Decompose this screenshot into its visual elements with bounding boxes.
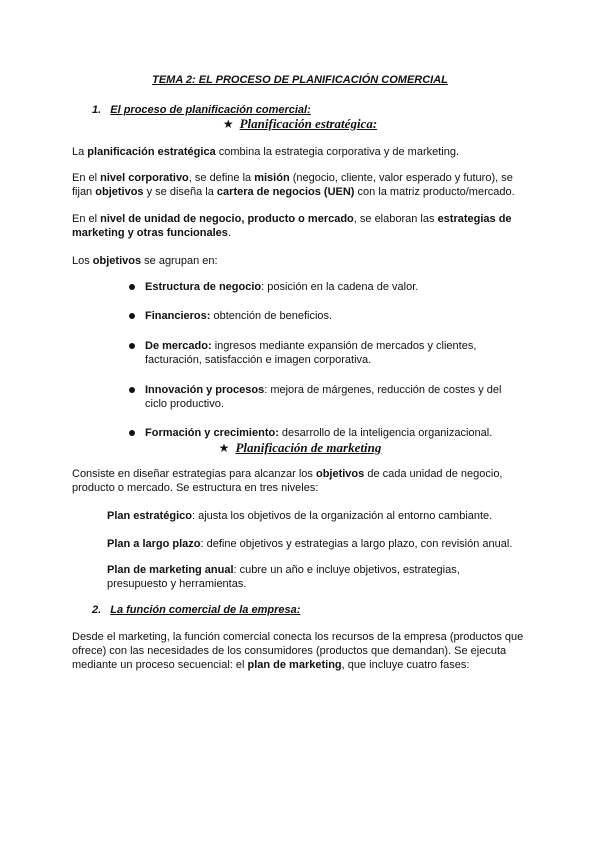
text: : ajusta los objetivos de la organización al entorno cambiante. [191, 510, 493, 522]
subheading-strategic [0, 117, 600, 132]
bold-text: Plan a largo plazo [107, 538, 201, 550]
bold-text: planificación estratégica [87, 146, 216, 158]
document-title: TEMA 2: EL PROCESO DE PLANIFICACIÓN COMERCIAL [152, 74, 448, 86]
bold-text: Innovación y procesos [145, 384, 265, 396]
text: y se diseña la [143, 186, 217, 198]
text: Consiste en diseñar estrategias para alcanzar los [72, 468, 316, 480]
subheading-strategic-label: Planificación estratégica: [239, 116, 378, 131]
text: , se elaboran las [353, 213, 438, 225]
text: (negocio, cliente, valor esperado y futuro), se fijan [72, 172, 513, 198]
text: : posición en la cadena de valor. [261, 281, 419, 293]
bullet-item-financial [145, 309, 525, 323]
paragraph-corporate-level [72, 171, 532, 199]
bullet-icon [129, 284, 135, 290]
paragraph-commercial-function [72, 630, 534, 672]
text: , que incluye cuatro fases: [341, 659, 470, 671]
text: . [227, 227, 231, 239]
bullet-icon [129, 343, 135, 349]
bold-text: cartera de negocios (UEN) [216, 186, 355, 198]
text: En el [72, 213, 101, 225]
bold-text: Plan estratégico [107, 510, 192, 522]
bold-text: objetivos [92, 255, 142, 267]
bold-text: Plan de marketing anual [107, 564, 234, 576]
section-2-number: 2. [92, 604, 102, 616]
text: obtención de beneficios. [210, 310, 333, 322]
bullet-item-market [145, 339, 525, 367]
level-annual-plan [107, 563, 507, 591]
section-2-heading [92, 603, 300, 617]
bold-text: Formación y crecimiento: [145, 427, 279, 439]
bullet-icon [129, 313, 135, 319]
bullet-item-innovation [145, 383, 525, 411]
text: Desde el marketing, la función comercial conecta los recursos de la empresa (productos que ofrece) con las necesidades de los consumidores (productos que demandan). Se ejecuta mediante un proceso secuencial: el [72, 631, 524, 671]
text: : cubre un año e incluye objetivos, estrategias, presupuesto y herramientas. [107, 564, 460, 590]
paragraph-strategic-planning [72, 145, 532, 159]
bold-text: Estructura de negocio [145, 281, 262, 293]
bold-text: misión [254, 172, 290, 184]
section-1-label: El proceso de planificación comercial: [110, 104, 311, 116]
bold-text: nivel de unidad de negocio, producto o mercado [100, 213, 354, 225]
text: La [72, 146, 88, 158]
section-1-heading [92, 103, 311, 117]
paragraph-business-unit-level [72, 212, 532, 240]
bold-text: objetivos [315, 468, 365, 480]
text: combina la estrategia corporativa y de marketing. [215, 146, 460, 158]
bullet-item-structure [145, 280, 525, 294]
bullet-icon [129, 387, 135, 393]
text: ingresos mediante expansión de mercados y clientes, facturación, satisfacción e imagen corporativa. [145, 340, 477, 366]
paragraph-marketing-planning [72, 467, 532, 495]
star-icon: ★ [218, 441, 230, 455]
star-icon: ★ [222, 117, 234, 131]
paragraph-objectives-intro [72, 254, 532, 268]
level-long-term-plan [107, 537, 527, 551]
subheading-marketing [0, 441, 600, 456]
text: con la matriz producto/mercado. [354, 186, 515, 198]
subheading-marketing-label: Planificación de marketing [235, 440, 382, 455]
text: de cada unidad de negocio, producto o mercado. Se estructura en tres niveles: [72, 468, 503, 494]
bullet-item-training [145, 426, 525, 440]
bold-text: nivel corporativo [100, 172, 189, 184]
level-strategic-plan [107, 509, 527, 523]
bold-text: objetivos [95, 186, 144, 198]
text: , se define la [188, 172, 255, 184]
text: desarrollo de la inteligencia organizacional. [278, 427, 493, 439]
bold-text: plan de marketing [247, 659, 342, 671]
bold-text: De mercado: [145, 340, 212, 352]
section-2-label: La función comercial de la empresa: [110, 604, 301, 616]
text: : define objetivos y estrategias a largo plazo, con revisión anual. [200, 538, 513, 550]
bullet-icon [129, 430, 135, 436]
text: : mejora de márgenes, reducción de costes y del ciclo productivo. [145, 384, 502, 410]
bold-text: estrategias de marketing y otras funcionales [72, 213, 512, 239]
text: se agrupan en: [141, 255, 218, 267]
bold-text: Financieros: [145, 310, 211, 322]
text: Los [72, 255, 93, 267]
section-1-number: 1. [92, 104, 102, 116]
text: En el [72, 172, 101, 184]
